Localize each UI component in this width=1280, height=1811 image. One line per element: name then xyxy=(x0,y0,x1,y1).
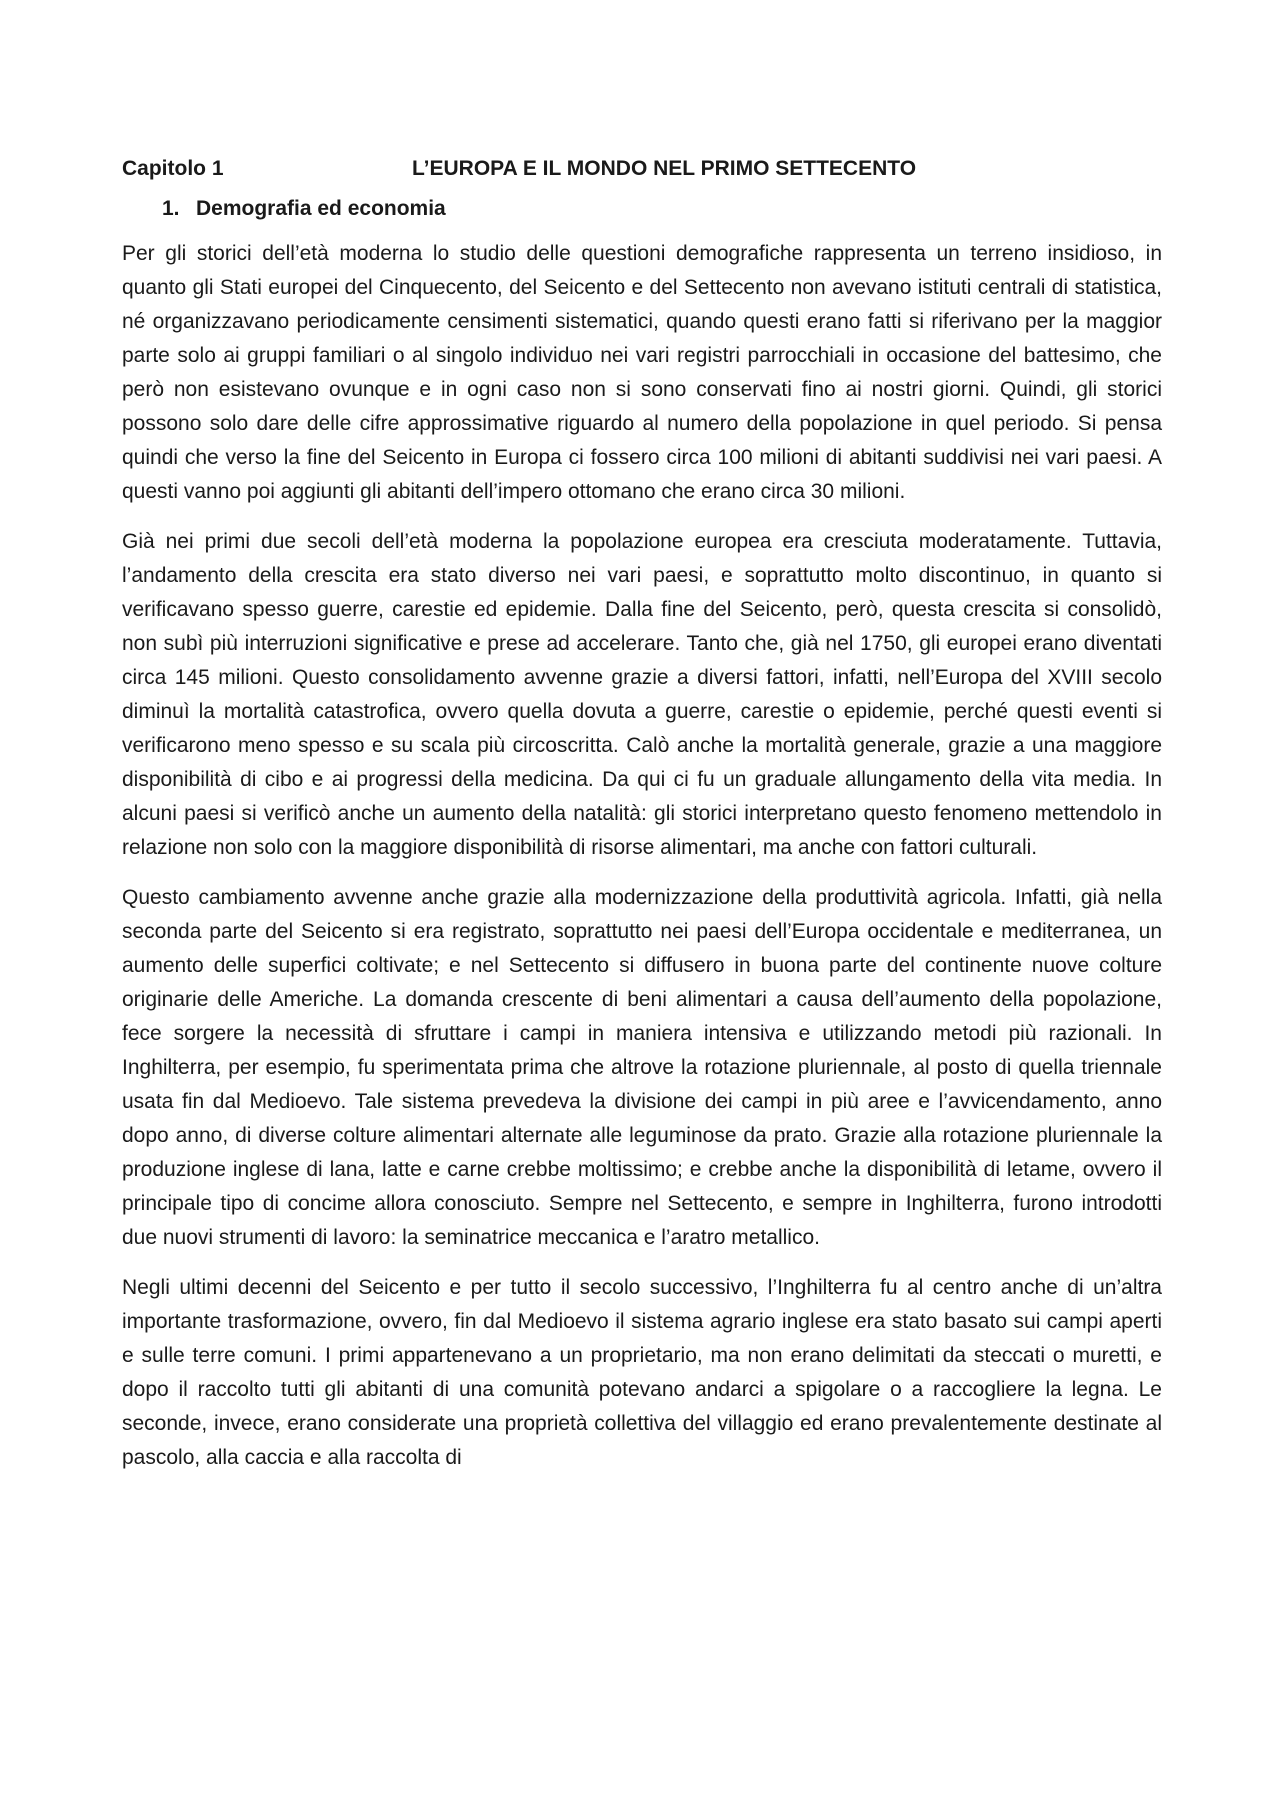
document-page xyxy=(122,155,1162,1491)
chapter-heading xyxy=(122,155,1162,183)
chapter-label: Capitolo 1 xyxy=(122,157,224,180)
paragraph: Già nei primi due secoli dell’età moderna la popolazione europea era cresciuta moderatamente. Tuttavia, l’andamento della crescita era stato diverso nei vari paesi, e soprattutto molto discontinuo, in quanto si verificavano spesso guerre, carestie ed epidemie. Dalla fine del Seicento, però, questa crescita si consolidò, non subì più interruzioni significative e prese ad accelerare. Tanto che, già nel 1750, gli europei erano diventati circa 145 milioni. Questo consolidamento avvenne grazie a diversi fattori, infatti, nell’Europa del XVIII secolo diminuì la mortalità catastrofica, ovvero quella dovuta a guerre, carestie o epidemie, perché questi eventi si verificarono meno spesso e su scala più circoscritta. Calò anche la mortalità generale, grazie a una maggiore disponibilità di cibo e ai progressi della medicina. Da qui ci fu un graduale allungamento della vita media. In alcuni paesi si verificò anche un aumento della natalità: gli storici interpretano questo fenomeno mettendolo in relazione non solo con la maggiore disponibilità di risorse alimentari, ma anche con fattori culturali. xyxy=(122,530,1162,859)
paragraph: Per gli storici dell’età moderna lo studio delle questioni demografiche rappresenta un terreno insidioso, in quanto gli Stati europei del Cinquecento, del Seicento e del Settecento non avevano istituti centrali di statistica, né organizzavano periodicamente censimenti sistematici, quando questi erano fatti si riferivano per la maggior parte solo ai gruppi familiari o al singolo individuo nei vari registri parrocchiali in occasione del battesimo, che però non esistevano ovunque e in ogni caso non si sono conservati fino ai nostri giorni. Quindi, gli storici possono solo dare delle cifre approssimative riguardo al numero della popolazione in quel periodo. Si pensa quindi che verso la fine del Seicento in Europa ci fossero circa 100 milioni di abitanti suddivisi nei vari paesi. A questi vanno poi aggiunti gli abitanti dell’impero ottomano che erano circa 30 milioni. xyxy=(122,242,1162,503)
section-title: Demografia ed economia xyxy=(196,197,446,220)
chapter-title: L’EUROPA E IL MONDO NEL PRIMO SETTECENTO xyxy=(412,157,917,180)
section-number: 1. xyxy=(162,197,180,220)
section-heading xyxy=(162,195,1162,223)
paragraph: Questo cambiamento avvenne anche grazie alla modernizzazione della produttività agricola. Infatti, già nella seconda parte del Seicento si era registrato, soprattutto nei paesi dell’Europa occidentale e mediterranea, un aumento delle superfici coltivate; e nel Settecento si diffusero in buona parte del continente nuove colture originarie delle Americhe. La domanda crescente di beni alimentari a causa dell’aumento della popolazione, fece sorgere la necessità di sfruttare i campi in maniera intensiva e utilizzando metodi più razionali. In Inghilterra, per esempio, fu sperimentata prima che altrove la rotazione pluriennale, al posto di quella triennale usata fin dal Medioevo. Tale sistema prevedeva la divisione dei campi in più aree e l’avvicendamento, anno dopo anno, di diverse colture alimentari alternate alle leguminose da prato. Grazie alla rotazione pluriennale la produzione inglese di lana, latte e carne crebbe moltissimo; e crebbe anche la disponibilità di letame, ovvero il principale tipo di concime allora conosciuto. Sempre nel Settecento, e sempre in Inghilterra, furono introdotti due nuovi strumenti di lavoro: la seminatrice meccanica e l’aratro metallico. xyxy=(122,886,1162,1249)
paragraph: Negli ultimi decenni del Seicento e per tutto il secolo successivo, l’Inghilterra fu al centro anche di un’altra importante trasformazione, ovvero, fin dal Medioevo il sistema agrario inglese era stato basato sui campi aperti e sulle terre comuni. I primi appartenevano a un proprietario, ma non erano delimitati da steccati o muretti, e dopo il raccolto tutti gli abitanti di una comunità potevano andarci a spigolare o a raccogliere la legna. Le seconde, invece, erano considerate una proprietà collettiva del villaggio ed erano prevalentemente destinate al pascolo, alla caccia e alla raccolta di xyxy=(122,1276,1162,1469)
